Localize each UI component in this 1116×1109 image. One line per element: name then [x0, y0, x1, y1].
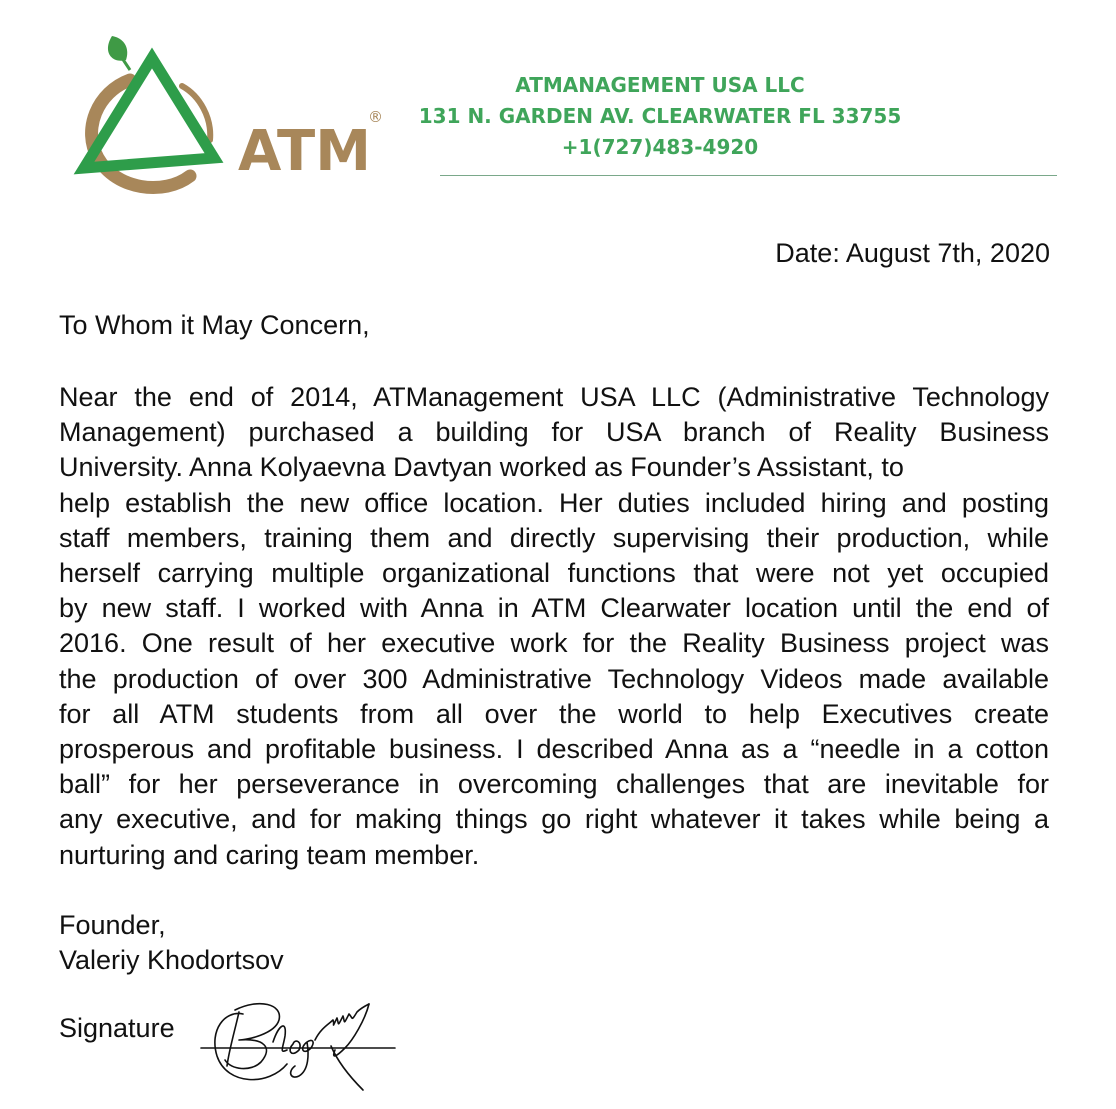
closing	[59, 908, 284, 978]
company-address: 131 N. GARDEN AV. CLEARWATER FL 33755	[418, 104, 902, 128]
registered-mark: ®	[368, 108, 383, 126]
body-line: Near the end of 2014, ATManagement USA LLC (Administrative Technology	[59, 382, 1049, 412]
company-name: ATMANAGEMENT USA LLC	[515, 73, 805, 97]
body-line: nurturing and caring team member.	[59, 839, 480, 870]
body-line: 2016. One result of her executive work for the Reality Business project was	[59, 628, 1049, 659]
logo-triangle-icon	[84, 58, 214, 168]
body-line: ball” for her perseverance in overcoming challenges that are inevitable for	[59, 769, 1049, 800]
signature-label: Signature	[59, 1013, 175, 1043]
logo-brand-text: ATM	[238, 119, 371, 184]
body-line: for all ATM students from all over the world to help Executives create	[59, 698, 1049, 729]
letter-date: Date: August 7th, 2020	[775, 238, 1050, 268]
letter-body	[59, 380, 1049, 873]
body-line: Management) purchased a building for USA branch of Reality Business	[59, 417, 1049, 448]
closing-title: Founder,	[59, 910, 166, 940]
body-line: the production of over 300 Administrative Technology Videos made available	[59, 663, 1049, 694]
body-line: by new staff. I worked with Anna in ATM Clearwater location until the end of	[59, 593, 1049, 624]
body-line: help establish the new office location. Her duties included hiring and posting	[59, 487, 1049, 518]
body-line: herself carrying multiple organizational functions that were not yet occupied	[59, 558, 1049, 589]
salutation: To Whom it May Concern,	[59, 310, 370, 340]
letterhead	[340, 70, 980, 163]
body-line: University. Anna Kolyaevna Davtyan worked as Founder’s Assistant, to	[59, 452, 904, 483]
leaf-icon	[108, 36, 127, 61]
company-phone: +1(727)483-4920	[561, 135, 759, 159]
body-line: any executive, and for making things go right whatever it takes while being a	[59, 804, 1049, 835]
header-divider	[440, 175, 1057, 176]
handwritten-signature	[195, 990, 405, 1100]
signer-name: Valeriy Khodortsov	[59, 945, 284, 975]
body-line: staff members, training them and directly supervising their production, while	[59, 522, 1049, 553]
body-line: prosperous and profitable business. I described Anna as a “needle in a cotton	[59, 734, 1049, 765]
